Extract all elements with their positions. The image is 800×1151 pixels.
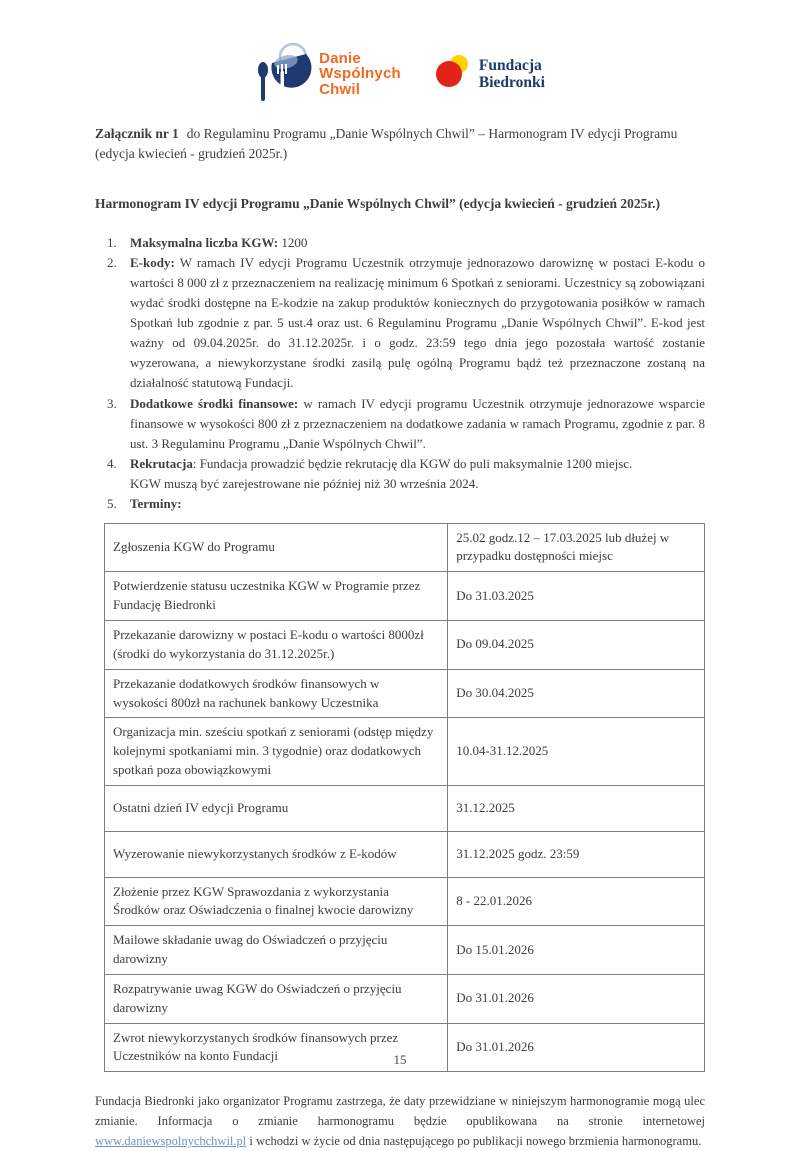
activity-cell: Wyzerowanie niewykorzystanych środków z E-kodów bbox=[105, 831, 448, 877]
activity-cell: Zwrot niewykorzystanych środków finansowych przez Uczestników na konto Fundacji bbox=[105, 1023, 448, 1072]
table-row bbox=[105, 877, 705, 926]
list-item-text: 1200 bbox=[278, 235, 308, 251]
activity-cell: Organizacja min. sześciu spotkań z seniorami (odstęp między kolejnymi spotkaniami min. 3 tygodnie) oraz dodatkowych spotkań poza obowiązkowymi bbox=[105, 718, 448, 786]
attachment-intro-text: do Regulaminu Programu „Danie Wspólnych Chwil” – Harmonogram IV edycji Programu (edycja kwiecień - grudzień 2025r.) bbox=[95, 126, 678, 161]
biedronki-logo-line: Fundacja bbox=[478, 57, 542, 74]
danie-logo-line: Wspólnych bbox=[319, 65, 401, 83]
table-row bbox=[105, 974, 705, 1023]
ladybird-dots-icon bbox=[435, 53, 471, 96]
biedronki-logo-line: Biedronki bbox=[478, 74, 545, 91]
activity-cell: Przekazanie dodatkowych środków finansowych w wysokości 800zł na rachunek bankowy Uczestnika bbox=[105, 669, 448, 718]
table-row bbox=[105, 718, 705, 786]
activity-cell: Rozpatrywanie uwag KGW do Oświadczeń o przyjęciu darowizny bbox=[105, 974, 448, 1023]
biedronki-logo-wordmark bbox=[479, 57, 545, 91]
date-cell: 31.12.2025 bbox=[448, 785, 705, 831]
attachment-label: Załącznik nr 1 bbox=[95, 126, 179, 141]
list-item-bold: Maksymalna liczba KGW: bbox=[130, 235, 279, 251]
danie-logo-wordmark bbox=[319, 51, 401, 98]
list-number: 4. bbox=[107, 455, 117, 471]
table-row bbox=[105, 785, 705, 831]
date-cell: Do 31.01.2026 bbox=[448, 1023, 705, 1072]
danie-wspolnych-chwil-logo bbox=[255, 41, 401, 108]
date-cell: 25.02 godz.12 – 17.03.2025 lub dłużej w przypadku dostępności miejsc bbox=[448, 523, 705, 572]
list-item-ekody bbox=[95, 253, 705, 393]
fundacja-biedronki-logo bbox=[435, 53, 545, 96]
list-item-bold: Dodatkowe środki finansowe: bbox=[130, 395, 299, 411]
activity-cell: Przekazanie darowizny w postaci E-kodu o wartości 8000zł (środki do wykorzystania do 31.12.2025r.) bbox=[105, 620, 448, 669]
activity-cell: Złożenie przez KGW Sprawozdania z wykorzystania Środków oraz Oświadczenia o finalnej kwocie darowizny bbox=[105, 877, 448, 926]
list-number: 2. bbox=[107, 255, 117, 271]
table-row bbox=[105, 523, 705, 572]
list-item-subline: KGW muszą być zarejestrowane nie później niż 30 września 2024. bbox=[130, 475, 479, 491]
date-cell: Do 31.03.2025 bbox=[448, 572, 705, 621]
date-cell: 8 - 22.01.2026 bbox=[448, 877, 705, 926]
date-cell: Do 30.04.2025 bbox=[448, 669, 705, 718]
terms-list bbox=[95, 233, 705, 513]
activity-cell: Ostatni dzień IV edycji Programu bbox=[105, 785, 448, 831]
list-item-dodatkowe-srodki bbox=[95, 394, 705, 454]
list-item-text: w ramach IV edycji programu Uczestnik otrzymuje jednorazowe wsparcie finansowe w wysokości 800 zł z przeznaczeniem na dodatkowe zadania w ramach Programu, zgodnie z par. 8 ust. 3 Regulaminu Programu „Danie Wspólnych Chwil”. bbox=[130, 395, 706, 451]
schedule-table bbox=[104, 523, 705, 1073]
table-row bbox=[105, 831, 705, 877]
schedule-heading: Harmonogram IV edycji Programu „Danie Wspólnych Chwil” (edycja kwiecień - grudzień 2025r.) bbox=[95, 196, 660, 212]
date-cell: Do 15.01.2026 bbox=[448, 926, 705, 975]
danie-logo-line: Chwil bbox=[319, 80, 361, 98]
list-item-text: W ramach IV edycji Programu Uczestnik otrzymuje jednorazowo darowiznę w postaci E-kodu o wartości 8 000 zł z przeznaczeniem na realizację minimum 6 Spotkań z seniorami. Uczestnicy są zobowiązani wydać środki dostępne na E-kodzie na zakup produktów koniecznych do przygotowania posiłków w ramach Spotkań lub zgodnie z par. 5 ust.4 oraz ust. 6 Regulaminu Programu „Danie Wspólnych Chwil”. E-kod jest ważny od 09.04.2025r. do 31.12.2025r. i o godz. 23:59 tego dnia jego pozostała wartość zostanie wyzerowana, a niewykorzystane środki zasilą pulę ogólną Programu bądź też przeznaczone zostaną na działalność statutową Fundacji. bbox=[130, 255, 705, 391]
date-cell: Do 09.04.2025 bbox=[448, 620, 705, 669]
activity-cell: Zgłoszenia KGW do Programu bbox=[105, 523, 448, 572]
table-row bbox=[105, 620, 705, 669]
list-item-bold: Rekrutacja bbox=[130, 455, 193, 471]
website-link[interactable]: www.daniewspolnychchwil.pl bbox=[95, 1134, 247, 1149]
danie-logo-line: Danie bbox=[319, 49, 361, 67]
date-cell: 10.04-31.12.2025 bbox=[448, 718, 705, 786]
list-number: 3. bbox=[107, 395, 117, 411]
logo-header bbox=[0, 0, 800, 108]
table-row bbox=[105, 669, 705, 718]
list-number: 5. bbox=[107, 495, 117, 511]
date-cell: Do 31.01.2026 bbox=[448, 974, 705, 1023]
table-row bbox=[105, 572, 705, 621]
activity-cell: Mailowe składanie uwag do Oświadczeń o przyjęciu darowizny bbox=[105, 926, 448, 975]
activity-cell: Potwierdzenie statusu uczestnika KGW w Programie przez Fundację Biedronki bbox=[105, 572, 448, 621]
list-number: 1. bbox=[107, 235, 117, 251]
attachment-intro bbox=[95, 124, 705, 163]
date-cell: 31.12.2025 godz. 23:59 bbox=[448, 831, 705, 877]
list-item-rekrutacja bbox=[95, 454, 705, 494]
list-item-text: : Fundacja prowadzić będzie rekrutację dla KGW do puli maksymalnie 1200 miejsc. bbox=[192, 455, 633, 471]
footnote bbox=[95, 1091, 705, 1151]
list-item-bold: E-kody: bbox=[130, 255, 175, 271]
bowl-spoon-fork-icon bbox=[255, 41, 311, 108]
footnote-text-after: i wchodzi w życie od dnia następującego po publikacji nowego brzmienia harmonogramu. bbox=[246, 1134, 702, 1149]
table-row bbox=[105, 926, 705, 975]
list-item-max-kgw bbox=[95, 233, 705, 253]
list-item-bold: Terminy: bbox=[130, 495, 182, 511]
list-item-terminy bbox=[95, 494, 705, 514]
page-number: 15 bbox=[393, 1052, 407, 1067]
footnote-text-before: Fundacja Biedronki jako organizator Programu zastrzega, że daty przewidziane w niniejszym harmonogramie mogą ulec zmianie. Informacja o zmianie harmonogramu będzie opublikowana na stronie internetowej bbox=[95, 1094, 705, 1129]
